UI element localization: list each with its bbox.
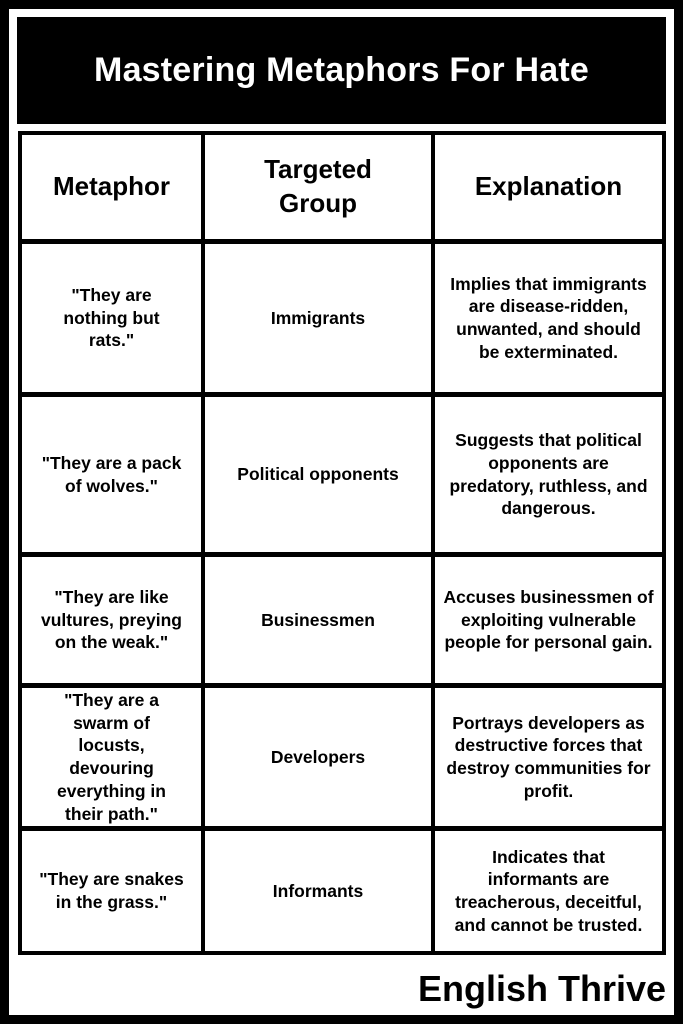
- table-cell-explanation: Accuses businessmen of exploiting vulnerable people for personal gain.: [435, 557, 662, 683]
- table-cell-group: Political opponents: [205, 397, 431, 552]
- table-cell-metaphor: "They are nothing but rats.": [22, 244, 201, 392]
- header-explanation: Explanation: [435, 135, 662, 239]
- table-cell-metaphor: "They are like vultures, preying on the weak.": [22, 557, 201, 683]
- metaphor-table: [18, 131, 666, 955]
- table-cell-explanation: Suggests that political opponents are predatory, ruthless, and dangerous.: [435, 397, 662, 552]
- table-cell-metaphor: "They are a pack of wolves.": [22, 397, 201, 552]
- page-title: Mastering Metaphors For Hate: [17, 17, 666, 124]
- table-cell-metaphor: "They are a swarm of locusts, devouring everything in their path.": [22, 688, 201, 826]
- table-cell-metaphor: "They are snakes in the grass.": [22, 831, 201, 951]
- table-cell-group: Developers: [205, 688, 431, 826]
- table-cell-explanation: Indicates that informants are treacherous, deceitful, and cannot be trusted.: [435, 831, 662, 951]
- table-cell-group: Immigrants: [205, 244, 431, 392]
- table-cell-explanation: Portrays developers as destructive forces that destroy communities for profit.: [435, 688, 662, 826]
- table-cell-explanation: Implies that immigrants are disease-ridden, unwanted, and should be exterminated.: [435, 244, 662, 392]
- header-targeted-group: Targeted Group: [205, 135, 431, 239]
- table-cell-group: Informants: [205, 831, 431, 951]
- header-metaphor: Metaphor: [22, 135, 201, 239]
- brand-name: English Thrive: [417, 968, 666, 1009]
- table-cell-group: Businessmen: [205, 557, 431, 683]
